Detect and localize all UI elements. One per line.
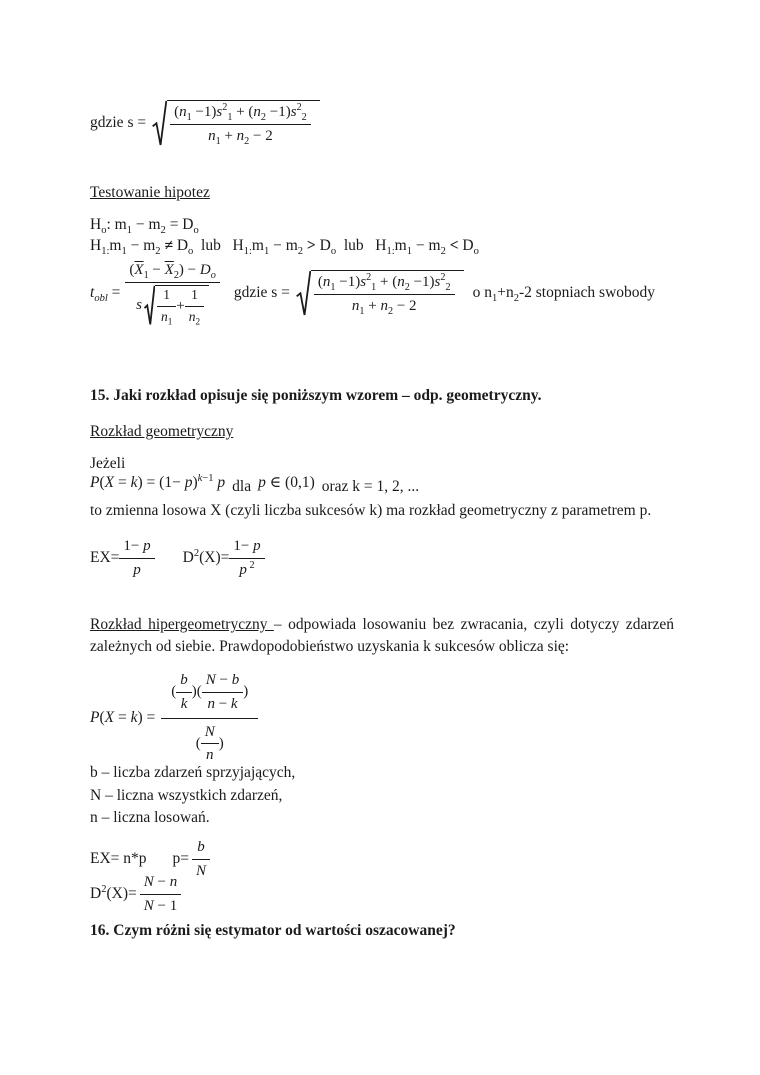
fraction [170, 103, 311, 146]
fraction-denominator: $n_1 + n_2 - 2$ [351, 297, 417, 317]
alt-hypothesis: $H_{1:}m_1 - m_2 \ne D_o$ lub $H_{1:}m_1 - m_2 > D_o$ lub $H_{1:}m_1 - m_2 < D_o$ [90, 237, 479, 258]
tobl-numerator: $(\overline{X}_1 - \overline{X}_2) - D_o$ [125, 261, 219, 283]
fraction-denominator: p [133, 561, 141, 578]
radical-sign [144, 285, 155, 326]
geometric-pmf: $P(X = k) = (1- p)^{k-1}$ p [90, 472, 226, 491]
p-fraction [192, 838, 210, 881]
hypergeometric-paragraph [90, 614, 674, 657]
def-b: b – liczba zdarzeń sprzyjających, [90, 764, 296, 781]
fraction-numerator: $(n_1 -1)s^2_1 + (n_2 -1)s^2_2$ [170, 103, 311, 125]
question-15-heading: 15. Jaki rozkład opisuje się poniższym wzorem – odp. geometryczny. [90, 387, 542, 404]
geometric-moments-row [90, 537, 265, 580]
fraction-numerator: N − n [140, 873, 181, 895]
hypergeometric-title: Rozkład hipergeometryczny [90, 616, 274, 633]
geometric-dist-title: Rozkład geometryczny [90, 423, 234, 440]
null-hypothesis: $H_o$: $m_1 - m_2 = D_o$ [90, 216, 199, 237]
ex-label: EX= [90, 549, 120, 567]
hypotheses-block [90, 214, 479, 256]
hyper-lhs: P(X = k) = [90, 708, 156, 726]
ex-fraction [119, 537, 154, 580]
section-title-testowanie: Testowanie hipotez [90, 184, 210, 201]
formula-prefix: gdzie s = [233, 284, 290, 302]
tobl-formula-row [90, 261, 655, 326]
p-label: p= [172, 850, 190, 868]
question-16-heading: 16. Czym różni się estymator od wartości oszacowanej? [90, 922, 456, 939]
s-symbol: s [136, 296, 142, 313]
dx-label: $D^2(X)=$ [182, 548, 230, 567]
dx-fraction [229, 537, 264, 580]
fraction-numerator: 1− p [119, 537, 154, 559]
fraction-numerator: $(n_1 -1)s^2_1 + (n_2 -1)s^2_2$ [314, 273, 455, 295]
tobl-denominator [125, 283, 219, 326]
sqrt-content [311, 270, 464, 317]
sqrt-expression [152, 100, 320, 147]
radical-sign [296, 270, 311, 317]
p-range: p ∈ (0,1) [258, 474, 315, 491]
fraction-numerator: b [192, 838, 210, 860]
inner-sqrt [144, 285, 209, 326]
tobl-fraction [125, 261, 219, 326]
degrees-of-freedom-note: o $n_1+n_2-2$ stopniach swobody [472, 284, 656, 305]
sqrt-expression [296, 270, 464, 317]
jezeli-label: Jeżeli [90, 455, 126, 472]
dx-label: $D^2(X)=$ [90, 884, 137, 903]
fraction-denominator: N − 1 [143, 897, 178, 914]
hypergeometric-formula [90, 670, 258, 766]
ex-label: EX= n*p [90, 850, 147, 868]
dla-label: dla [232, 478, 252, 495]
formula-prefix: gdzie s = [90, 114, 147, 132]
radical-sign [152, 100, 167, 147]
hyper-big-fraction [161, 670, 258, 766]
hypergeometric-description: – odpowiada losowaniu bez zwracania, czyli dotyczy zdarzeń zależnych od siebie. Prawdopodobieństwo uzyskania k sukcesów oblicza się: [90, 616, 674, 655]
geometric-formula-line [90, 473, 426, 493]
symbol-definitions [90, 762, 295, 830]
dx-fraction [140, 873, 181, 916]
hyper-denominator: ( $\frac{N}{n}$ ) [195, 723, 224, 764]
tobl-lhs: $t_{obl}$ = [90, 284, 121, 305]
sqrt-content: $\frac{1}{n_1}$ + $\frac{1}{n_2}$ [155, 285, 209, 326]
pooled-sd-formula [90, 100, 320, 147]
sqrt-content [167, 100, 320, 147]
geometric-param-text: to zmienna losowa X (czyli liczba sukcesów k) ma rozkład geometryczny z parametrem p. [90, 502, 652, 519]
fraction-denominator: N [196, 862, 207, 879]
def-N: N – liczna wszystkich zdarzeń, [90, 786, 283, 804]
hyper-dx-row [90, 873, 181, 916]
fraction-denominator: p $^2$ [239, 559, 255, 578]
fraction-numerator: 1− p [229, 537, 264, 559]
fraction-denominator: $n_1 + n_2 - 2$ [208, 127, 273, 147]
oraz-label: oraz k = 1, 2, ... [321, 478, 420, 495]
def-n: n – liczna losowań. [90, 809, 210, 826]
fraction [314, 273, 455, 316]
hyper-numerator: ( $\frac{b}{k}$ )( $\frac{N - b}{n - k}$ ) [161, 670, 258, 719]
